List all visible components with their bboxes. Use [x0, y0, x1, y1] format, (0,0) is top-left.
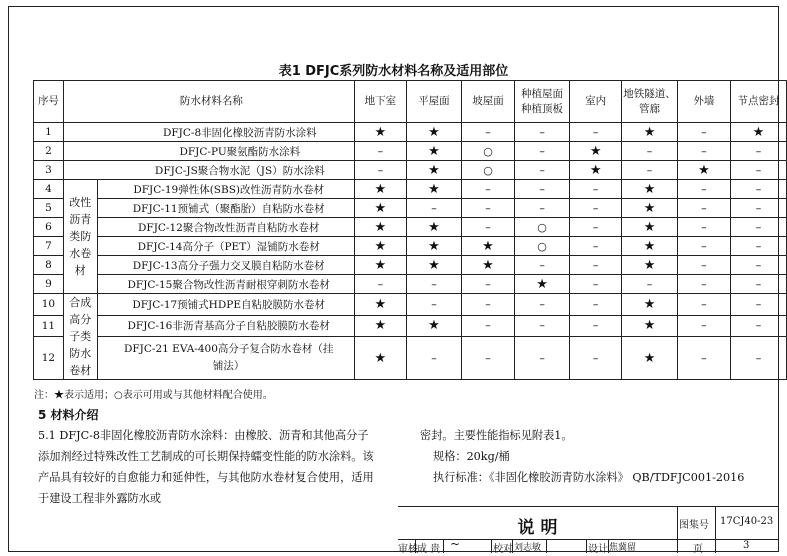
- material-group-label: 合成 高分 子类 防水 卷材: [63, 294, 97, 380]
- suitable-star-icon: ★: [354, 218, 406, 237]
- not-applicable-dash: –: [730, 142, 786, 161]
- not-applicable-dash: –: [406, 275, 461, 294]
- header-cell: 坡屋面: [461, 81, 514, 123]
- suitable-star-icon: ★: [570, 142, 622, 161]
- not-applicable-dash: –: [677, 123, 730, 142]
- not-applicable-dash: –: [730, 218, 786, 237]
- not-applicable-dash: –: [461, 123, 514, 142]
- paragraph-right-line-1: 密封。主要性能指标见附表1。: [420, 429, 573, 442]
- not-applicable-dash: –: [677, 256, 730, 275]
- check-label: 校对: [493, 544, 513, 555]
- material-name: DFJC-21 EVA-400高分子复合防水卷材（挂 铺法）: [97, 337, 354, 380]
- suitable-star-icon: ★: [677, 161, 730, 180]
- not-applicable-dash: –: [677, 315, 730, 337]
- not-applicable-dash: –: [461, 275, 514, 294]
- table-row: [34, 315, 787, 337]
- table-row: [34, 294, 787, 316]
- material-name: DFJC-15聚合物改性沥青耐根穿刺防水卷材: [97, 275, 354, 294]
- paragraph-right-line-2: 规格：20kg/桶: [433, 450, 510, 463]
- not-applicable-dash: –: [622, 142, 678, 161]
- row-number: 4: [34, 180, 64, 199]
- review-label: 审核: [398, 544, 418, 555]
- not-applicable-dash: –: [354, 142, 406, 161]
- suitable-star-icon: ★: [730, 123, 786, 142]
- suitable-star-icon: ★: [406, 237, 461, 256]
- not-applicable-dash: –: [677, 275, 730, 294]
- not-applicable-dash: –: [354, 161, 406, 180]
- suitable-star-icon: ★: [622, 123, 678, 142]
- suitable-star-icon: ★: [622, 315, 678, 337]
- not-applicable-dash: –: [730, 294, 786, 316]
- suitable-star-icon: ★: [570, 161, 622, 180]
- not-applicable-dash: –: [730, 275, 786, 294]
- not-applicable-dash: –: [730, 161, 786, 180]
- not-applicable-dash: –: [515, 142, 570, 161]
- suitable-star-icon: ★: [354, 123, 406, 142]
- not-applicable-dash: –: [622, 161, 678, 180]
- suitable-star-icon: ★: [622, 237, 678, 256]
- not-applicable-dash: –: [570, 294, 622, 316]
- suitable-star-icon: ★: [461, 256, 514, 275]
- suitable-star-icon: ★: [406, 161, 461, 180]
- material-name: DFJC-JS聚合物水泥（JS）防水涂料: [63, 161, 354, 180]
- table-header-row: [34, 81, 787, 123]
- suitable-star-icon: ★: [622, 256, 678, 275]
- table-row: [34, 256, 787, 275]
- suitable-star-icon: ★: [515, 275, 570, 294]
- review-signature: ~: [450, 537, 461, 551]
- not-applicable-dash: –: [461, 294, 514, 316]
- row-number: 12: [34, 337, 64, 380]
- header-cell: 种植屋面 种植顶板: [515, 81, 570, 123]
- check-name: 刘志敏: [514, 543, 542, 553]
- optional-circle-icon: ○: [461, 142, 514, 161]
- not-applicable-dash: –: [406, 294, 461, 316]
- material-name: DFJC-PU聚氨酯防水涂料: [63, 142, 354, 161]
- suitable-star-icon: ★: [354, 180, 406, 199]
- materials-table: [33, 80, 787, 380]
- suitable-star-icon: ★: [461, 237, 514, 256]
- not-applicable-dash: –: [461, 218, 514, 237]
- paragraph-left: 5.1 DFJC-8非固化橡胶沥青防水涂料：由橡胶、沥青和其他高分子添加剂经过特殊改性工艺制成的可长期保持蠕变性能的防水涂料。该产品具有较好的自愈能力和延伸性，与其他防水卷材复合使用，适用于建设工程非外露防水或: [38, 429, 374, 505]
- suitable-star-icon: ★: [406, 142, 461, 161]
- row-number: 9: [34, 275, 64, 294]
- not-applicable-dash: –: [570, 275, 622, 294]
- section-title: 5 材料介绍: [38, 408, 99, 422]
- header-cell: 防水材料名称: [63, 81, 354, 123]
- not-applicable-dash: –: [515, 199, 570, 218]
- not-applicable-dash: –: [730, 315, 786, 337]
- row-number: 5: [34, 199, 64, 218]
- header-cell: 节点密封: [730, 81, 786, 123]
- table-row: [34, 142, 787, 161]
- not-applicable-dash: –: [730, 337, 786, 380]
- material-name: DFJC-16非沥青基高分子自粘胶膜防水卷材: [97, 315, 354, 337]
- row-number: 11: [34, 315, 64, 337]
- design-label: 设计: [588, 544, 608, 555]
- material-name: DFJC-8非固化橡胶沥青防水涂料: [63, 123, 354, 142]
- table-row: [34, 275, 787, 294]
- header-cell: 地下室: [354, 81, 406, 123]
- title-block-heading: 说 明: [517, 518, 558, 538]
- not-applicable-dash: –: [570, 256, 622, 275]
- table-row: [34, 161, 787, 180]
- not-applicable-dash: –: [677, 142, 730, 161]
- not-applicable-dash: –: [354, 275, 406, 294]
- suitable-star-icon: ★: [406, 123, 461, 142]
- not-applicable-dash: –: [515, 315, 570, 337]
- material-name: DFJC-13高分子强力交叉膜自粘防水卷材: [97, 256, 354, 275]
- table-note: 注：★表示适用；○表示可用或与其他材料配合使用。: [34, 390, 273, 401]
- atlas-label: 图集号: [679, 520, 709, 531]
- header-cell: 序号: [34, 81, 64, 123]
- table-row: [34, 218, 787, 237]
- suitable-star-icon: ★: [354, 337, 406, 380]
- row-number: 8: [34, 256, 64, 275]
- table-title: 表1 DFJC系列防水材料名称及适用部位: [278, 64, 509, 79]
- header-cell: 室内: [570, 81, 622, 123]
- suitable-star-icon: ★: [354, 237, 406, 256]
- header-cell: 外墙: [677, 81, 730, 123]
- not-applicable-dash: –: [515, 123, 570, 142]
- not-applicable-dash: –: [515, 294, 570, 316]
- table-row: [34, 237, 787, 256]
- not-applicable-dash: –: [570, 123, 622, 142]
- not-applicable-dash: –: [570, 180, 622, 199]
- not-applicable-dash: –: [677, 237, 730, 256]
- material-name: DFJC-17预铺式HDPE自粘胶膜防水卷材: [97, 294, 354, 316]
- not-applicable-dash: –: [677, 218, 730, 237]
- atlas-number: 17CJ40-23: [720, 516, 774, 527]
- suitable-star-icon: ★: [406, 180, 461, 199]
- not-applicable-dash: –: [730, 199, 786, 218]
- suitable-star-icon: ★: [354, 256, 406, 275]
- not-applicable-dash: –: [406, 337, 461, 380]
- not-applicable-dash: –: [570, 237, 622, 256]
- row-number: 6: [34, 218, 64, 237]
- row-number: 7: [34, 237, 64, 256]
- suitable-star-icon: ★: [406, 315, 461, 337]
- not-applicable-dash: –: [461, 199, 514, 218]
- not-applicable-dash: –: [515, 256, 570, 275]
- not-applicable-dash: –: [406, 199, 461, 218]
- suitable-star-icon: ★: [622, 180, 678, 199]
- suitable-star-icon: ★: [354, 199, 406, 218]
- material-name: DFJC-11预铺式（聚酯胎）自粘防水卷材: [97, 199, 354, 218]
- design-name: 焦冀留: [609, 543, 637, 553]
- suitable-star-icon: ★: [622, 294, 678, 316]
- not-applicable-dash: –: [622, 275, 678, 294]
- table-row: [34, 199, 787, 218]
- header-cell: 平屋面: [406, 81, 461, 123]
- material-name: DFJC-12聚合物改性沥青自粘防水卷材: [97, 218, 354, 237]
- not-applicable-dash: –: [677, 180, 730, 199]
- not-applicable-dash: –: [515, 337, 570, 380]
- suitable-star-icon: ★: [354, 315, 406, 337]
- suitable-star-icon: ★: [622, 337, 678, 380]
- suitable-star-icon: ★: [354, 294, 406, 316]
- not-applicable-dash: –: [677, 294, 730, 316]
- not-applicable-dash: –: [570, 218, 622, 237]
- row-number: 3: [34, 161, 64, 180]
- not-applicable-dash: –: [570, 199, 622, 218]
- suitable-star-icon: ★: [622, 218, 678, 237]
- not-applicable-dash: –: [515, 180, 570, 199]
- not-applicable-dash: –: [730, 180, 786, 199]
- not-applicable-dash: –: [730, 237, 786, 256]
- material-name: DFJC-14高分子（PET）湿铺防水卷材: [97, 237, 354, 256]
- not-applicable-dash: –: [570, 337, 622, 380]
- suitable-star-icon: ★: [406, 218, 461, 237]
- material-name: DFJC-19弹性体(SBS)改性沥青防水卷材: [97, 180, 354, 199]
- not-applicable-dash: –: [730, 256, 786, 275]
- not-applicable-dash: –: [677, 337, 730, 380]
- row-number: 1: [34, 123, 64, 142]
- not-applicable-dash: –: [461, 337, 514, 380]
- table-row: [34, 180, 787, 199]
- not-applicable-dash: –: [677, 199, 730, 218]
- table-row: [34, 337, 787, 380]
- paragraph-right-line-3: 执行标准：《非固化橡胶沥青防水涂料》 QB/TDFJC001-2016: [433, 471, 745, 484]
- optional-circle-icon: ○: [461, 161, 514, 180]
- not-applicable-dash: –: [461, 180, 514, 199]
- material-group-label: 改性 沥青 类防 水卷 材: [63, 180, 97, 294]
- not-applicable-dash: –: [570, 315, 622, 337]
- table-row: [34, 123, 787, 142]
- row-number: 10: [34, 294, 64, 316]
- page-number: 3: [743, 540, 750, 551]
- suitable-star-icon: ★: [406, 256, 461, 275]
- page-label: 页: [693, 544, 703, 555]
- review-name: 成 贵: [417, 544, 441, 555]
- optional-circle-icon: ○: [515, 218, 570, 237]
- not-applicable-dash: –: [515, 161, 570, 180]
- row-number: 2: [34, 142, 64, 161]
- not-applicable-dash: –: [461, 315, 514, 337]
- header-cell: 地铁隧道、 管廊: [622, 81, 678, 123]
- title-block: [398, 506, 779, 553]
- suitable-star-icon: ★: [622, 199, 678, 218]
- optional-circle-icon: ○: [515, 237, 570, 256]
